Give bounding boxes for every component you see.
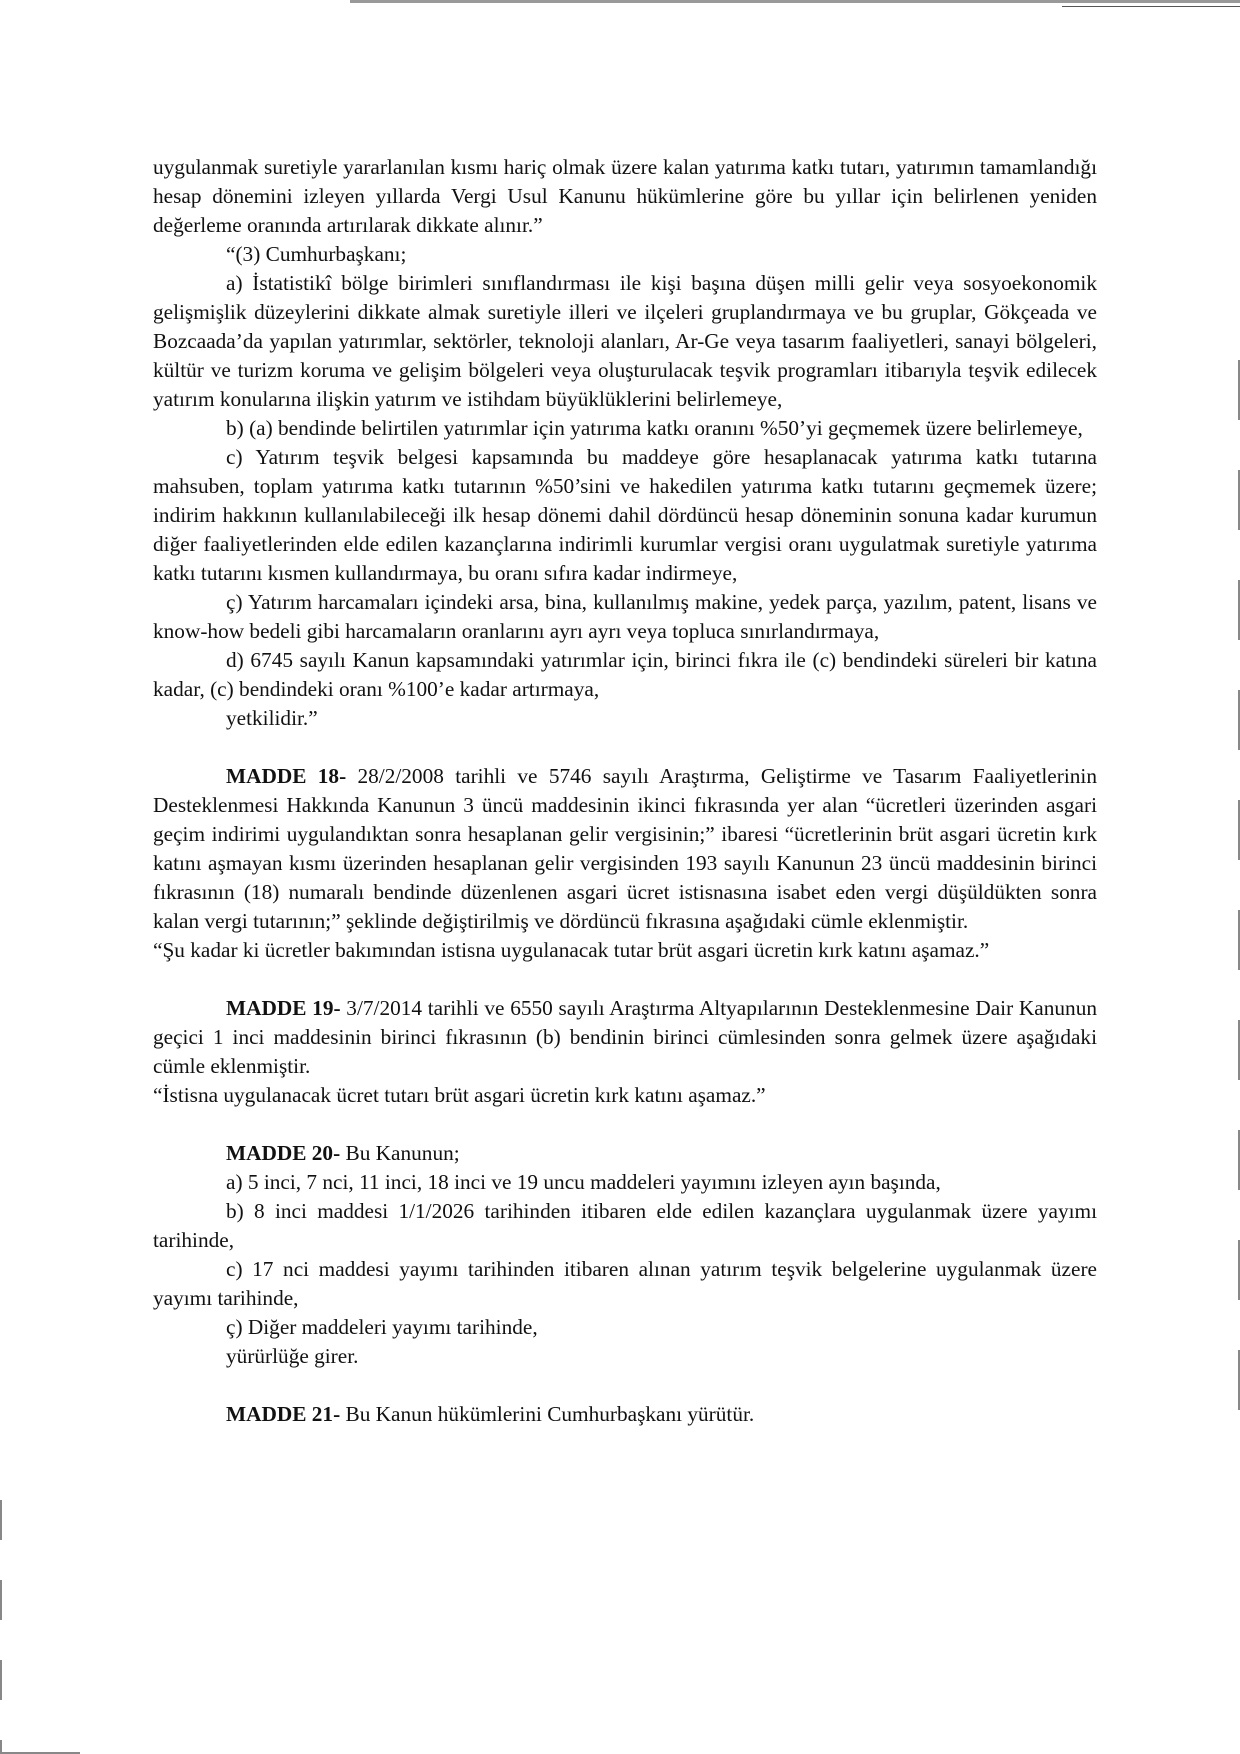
continued-paragraph: uygulanmak suretiyle yararlanılan kısmı hariç olmak üzere kalan yatırıma katkı tutarı, yatırımın tamamlandığı hesap dönemini izleyen yıllarda Vergi Usul Kanunu hükümlerine göre bu yıllar için belirlenen yeniden değerleme oranında artırılarak dikkate alınır.” bbox=[153, 155, 1097, 237]
article-21-body: Bu Kanun hükümlerini Cumhurbaşkanı yürütür. bbox=[340, 1402, 755, 1426]
scan-edge-line bbox=[1062, 6, 1240, 7]
article-20-closing: yürürlüğe girer. bbox=[226, 1344, 359, 1368]
law-text-page bbox=[153, 153, 1097, 1429]
article-18 bbox=[153, 762, 1097, 936]
scan-edge-top bbox=[0, 0, 1240, 3]
clause-a: a) İstatistikî bölge birimleri sınıflandırması ile kişi başına düşen milli gelir veya sosyoekonomik gelişmişlik düzeylerini dikkate almak suretiyle illeri ve ilçeleri gruplandırmaya ve bu gruplar, Gökçeada ve Bozcaada’da yapılan yatırımlar, sektörler, teknoloji alanları, Ar-Ge veya tasarım faaliyetleri, sanayi bölgeleri, kültür ve turizm koruma ve gelişim bölgeleri veya oluşturulacak teşvik programları itibarıyla teşvik edilecek yatırım konularına ilişkin yatırım ve istihdam büyüklüklerini belirlemeye, bbox=[153, 271, 1097, 411]
spacer bbox=[153, 1110, 1097, 1139]
article-18-body: 28/2/2008 tarihli ve 5746 sayılı Araştırma, Geliştirme ve Tasarım Faaliyetlerinin Desteklenmesi Hakkında Kanunun 3 üncü maddesinin ikinci fıkrasında yer alan “ücretleri üzerinden asgari geçim indirimi uygulandıktan sonra hesaplanan gelir vergisinin;” ibaresi “ücretlerinin brüt asgari ücretin kırk katını aşmayan kısmı üzerinden hesaplanan gelir vergisinden 193 sayılı Kanunun 23 üncü maddesinin birinci fıkrasının (18) numaralı bendinde düzenlenen asgari ücret istisnasına isabet eden vergi düşüldükten sonra kalan vergi tutarının;” şeklinde değiştirilmiş ve dördüncü fıkrasına aşağıdaki cümle eklenmiştir. bbox=[153, 764, 1097, 933]
clause-d: d) 6745 sayılı Kanun kapsamındaki yatırımlar için, birinci fıkra ile (c) bendindeki süreleri bir katına kadar, (c) bendindeki oranı %100’e kadar artırmaya, bbox=[153, 648, 1097, 701]
article-21-heading: MADDE 21- bbox=[226, 1402, 341, 1426]
article-19-body: 3/7/2014 tarihli ve 6550 sayılı Araştırma Altyapılarının Desteklenmesine Dair Kanunun geçici 1 inci maddesinin birinci fıkrasının (b) bendinin birinci cümlesinden sonra gelmek üzere aşağıdaki cümle eklenmiştir. bbox=[153, 996, 1097, 1078]
article-20-body: Bu Kanunun; bbox=[340, 1141, 460, 1165]
article-18-heading: MADDE 18- bbox=[226, 764, 347, 788]
clause-c: c) Yatırım teşvik belgesi kapsamında bu maddeye göre hesaplanacak yatırıma katkı tutarına mahsuben, toplam yatırıma katkı tutarının %50’sini ve hakedilen yatırıma katkı tutarını geçmemek üzere; indirim hakkının kullanılabileceği ilk hesap dönemi dahil dördüncü hesap döneminin sonuna kadar kurumun diğer faaliyetlerinden elde edilen kazançlarına indirimli kurumlar vergisi oranı uygulatmak suretiyle yatırıma katkı tutarını kısmen kullandırmaya, bu oranı sıfıra kadar indirmeye, bbox=[153, 445, 1097, 585]
article-20-clause-b: b) 8 inci maddesi 1/1/2026 tarihinden itibaren elde edilen kazançlara uygulanmak üzere yayımı tarihinde, bbox=[153, 1199, 1097, 1252]
article-19-heading: MADDE 19- bbox=[226, 996, 341, 1020]
paragraph-3-closing: yetkilidir.” bbox=[226, 706, 318, 730]
clause-b: b) (a) bendinde belirtilen yatırımlar için yatırıma katkı oranını %50’yi geçmemek üzere belirlemeye, bbox=[226, 416, 1083, 440]
spacer bbox=[153, 965, 1097, 994]
article-20-heading: MADDE 20- bbox=[226, 1141, 341, 1165]
article-21 bbox=[153, 1400, 1097, 1429]
article-20-clause-c: c) 17 nci maddesi yayımı tarihinden itibaren alınan yatırım teşvik belgelerine uygulanmak üzere yayımı tarihinde, bbox=[153, 1257, 1097, 1310]
article-18-quote: “Şu kadar ki ücretler bakımından istisna uygulanacak tutar brüt asgari ücretin kırk katını aşamaz.” bbox=[153, 938, 990, 962]
article-19-quote: “İstisna uygulanacak ücret tutarı brüt asgari ücretin kırk katını aşamaz.” bbox=[153, 1083, 766, 1107]
clause-cc: ç) Yatırım harcamaları içindeki arsa, bina, kullanılmış makine, yedek parça, yazılım, patent, lisans ve know-how bedeli gibi harcamaların oranlarını ayrı ayrı veya topluca sınırlandırmaya, bbox=[153, 590, 1097, 643]
spacer bbox=[153, 733, 1097, 762]
article-20 bbox=[153, 1139, 1097, 1168]
article-20-clause-a: a) 5 inci, 7 nci, 11 inci, 18 inci ve 19 uncu maddeleri yayımını izleyen ayın başında, bbox=[226, 1170, 941, 1194]
spacer bbox=[153, 1371, 1097, 1400]
article-19 bbox=[153, 994, 1097, 1081]
paragraph-3-intro: “(3) Cumhurbaşkanı; bbox=[226, 242, 407, 266]
scan-edge-left bbox=[0, 1500, 2, 1754]
article-20-clause-cc: ç) Diğer maddeleri yayımı tarihinde, bbox=[226, 1315, 538, 1339]
